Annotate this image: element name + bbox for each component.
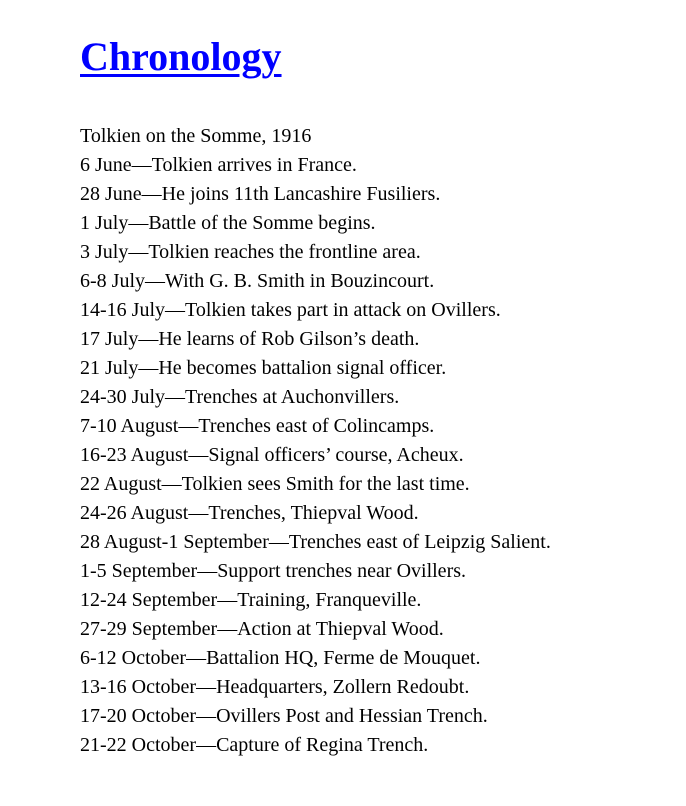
chronology-line: 28 August-1 September—Trenches east of Leipzig Salient. [80,531,551,553]
chronology-line: 24-26 August—Trenches, Thiepval Wood. [80,502,419,524]
chronology-line: 12-24 September—Training, Franqueville. [80,589,422,611]
chronology-line: 17-20 October—Ovillers Post and Hessian Trench. [80,705,488,727]
page-title [80,34,646,80]
chronology-line: 13-16 October—Headquarters, Zollern Redoubt. [80,676,470,698]
chronology-line: 24-30 July—Trenches at Auchonvillers. [80,386,400,408]
chronology-line: 1-5 September—Support trenches near Ovillers. [80,560,467,582]
chronology-line: 22 August—Tolkien sees Smith for the last time. [80,473,470,495]
chronology-line: 14-16 July—Tolkien takes part in attack on Ovillers. [80,299,501,321]
chronology-line: 21-22 October—Capture of Regina Trench. [80,734,429,756]
chronology-line: 6-12 October—Battalion HQ, Ferme de Mouquet. [80,647,481,669]
chronology-line: 7-10 August—Trenches east of Colincamps. [80,415,435,437]
chronology-line: 1 July—Battle of the Somme begins. [80,212,376,234]
chronology-line: Tolkien on the Somme, 1916 [80,125,312,147]
chronology-line: 3 July—Tolkien reaches the frontline area. [80,241,421,263]
chronology-line: 6-8 July—With G. B. Smith in Bouzincourt. [80,270,435,292]
chronology-list [80,122,646,760]
chronology-line: 16-23 August—Signal officers’ course, Acheux. [80,444,464,466]
chronology-line: 17 July—He learns of Rob Gilson’s death. [80,328,420,350]
chronology-line: 21 July—He becomes battalion signal officer. [80,357,447,379]
chronology-line: 27-29 September—Action at Thiepval Wood. [80,618,444,640]
chronology-line: 28 June—He joins 11th Lancashire Fusiliers. [80,183,441,205]
chronology-title-link[interactable]: Chronology [80,34,282,79]
chronology-line: 6 June—Tolkien arrives in France. [80,154,357,176]
